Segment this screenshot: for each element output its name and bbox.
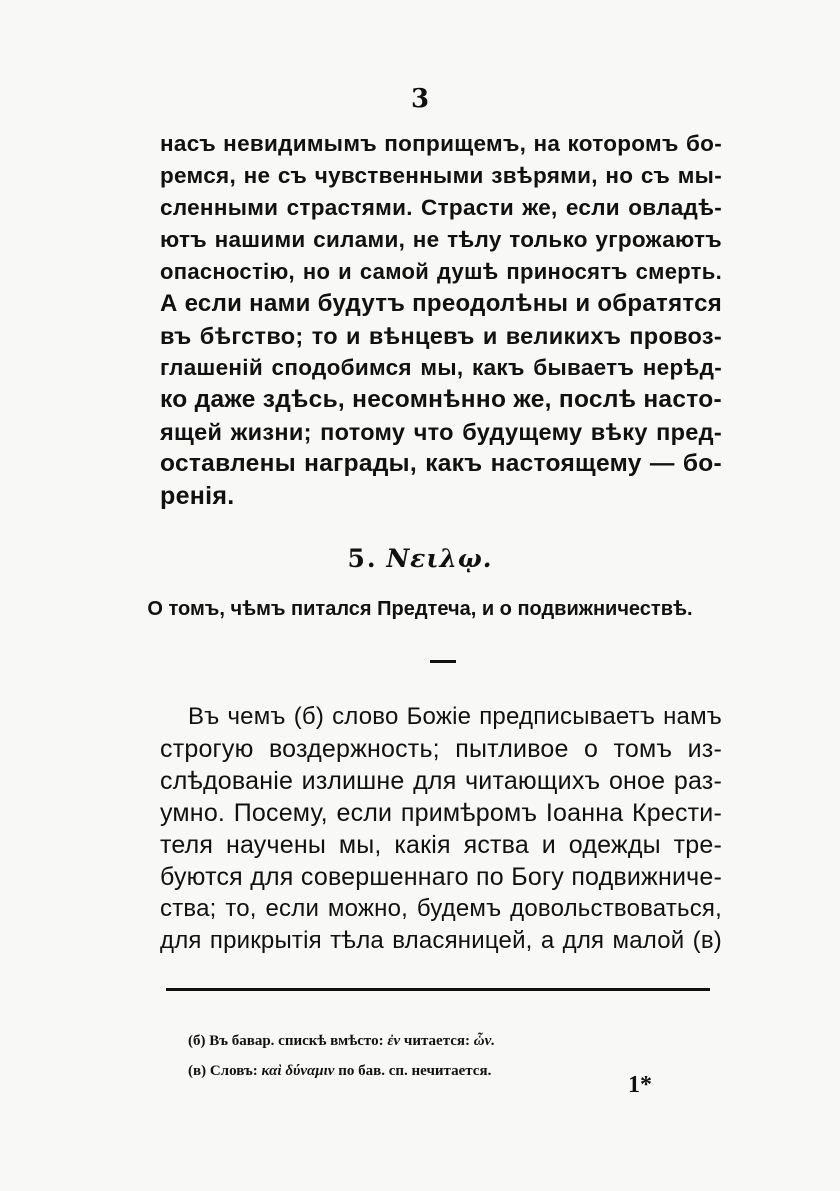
text-line: теля научены мы, какія яства и одежды тре-: [160, 831, 722, 859]
page-number: 3: [410, 84, 430, 114]
text-line: оставлены награды, какъ настоящему — бо-: [160, 450, 722, 477]
section-title: О томъ, чѣмъ питался Предтеча, и о подвижничествѣ.: [147, 598, 693, 620]
text-line: Въ чемъ (б) слово Божіе предписываетъ намъ: [188, 703, 722, 730]
section-greek-heading: Νειλῳ.: [386, 544, 493, 573]
footnote-v-suffix: по бав. сп. нечитается.: [338, 1063, 492, 1079]
footnote-b: [188, 1026, 495, 1056]
text-line: сленными страстями. Страсти же, если овладѣ-: [160, 195, 722, 220]
footnotes: [188, 1026, 495, 1086]
footnote-b-greek-1: ἐν: [387, 1033, 401, 1049]
text-line: насъ невидимымъ поприщемъ, на которомъ бо-: [160, 131, 722, 156]
footnote-v-greek: καὶ δύναμιν: [261, 1063, 335, 1079]
text-line: ко даже здѣсь, несомнѣнно же, послѣ насто-: [160, 386, 722, 413]
text-line: ютъ нашими силами, не тѣлу только угрожаютъ: [160, 227, 722, 252]
footnote-b-middle: читается:: [403, 1033, 471, 1049]
footnote-b-prefix: (б) Въ бавар. спискѣ вмѣсто:: [188, 1033, 384, 1049]
text-line: А если нами будутъ преодолѣны и обратятся: [160, 290, 723, 317]
text-line: умно. Посему, если примѣромъ Іоанна Крести-: [160, 799, 722, 827]
footnote-v-prefix: (в) Словъ:: [188, 1063, 258, 1079]
footnote-b-greek-2: ὧν.: [473, 1033, 496, 1049]
section-number: 5.: [347, 544, 378, 573]
paragraph-2: [160, 701, 722, 957]
printer-signature-mark: 1*: [628, 1072, 652, 1098]
text-line: слѣдованіе излишне для читающихъ оное раз-: [160, 767, 722, 795]
section-heading: [0, 544, 840, 573]
text-line: ренія.: [160, 482, 235, 510]
text-line: въ бѣгство; то и вѣнцевъ и великихъ провоз-: [160, 323, 722, 349]
text-line: буются для совершеннаго по Богу подвижниче-: [160, 863, 722, 891]
text-line: строгую воздержность; пытливое о томъ из-: [160, 735, 722, 763]
footnote-rule: [166, 988, 710, 991]
paragraph-1: [160, 128, 722, 512]
text-line: для прикрытія тѣла власяницей, а для малой (в): [160, 927, 722, 954]
text-line: опасностію, но и самой душѣ приносятъ смерть.: [160, 259, 722, 284]
text-line: ства; то, если можно, будемъ довольствоваться,: [160, 895, 722, 922]
section-divider: [430, 660, 456, 663]
footnote-v: [188, 1056, 495, 1086]
text-line: ящей жизни; потому что будущему вѣку пред-: [160, 419, 722, 445]
text-line: глашеній сподобимся мы, какъ бываетъ нерѣд-: [160, 355, 722, 380]
text-line: ремся, не съ чувственными звѣрями, но съ мы-: [160, 163, 722, 188]
